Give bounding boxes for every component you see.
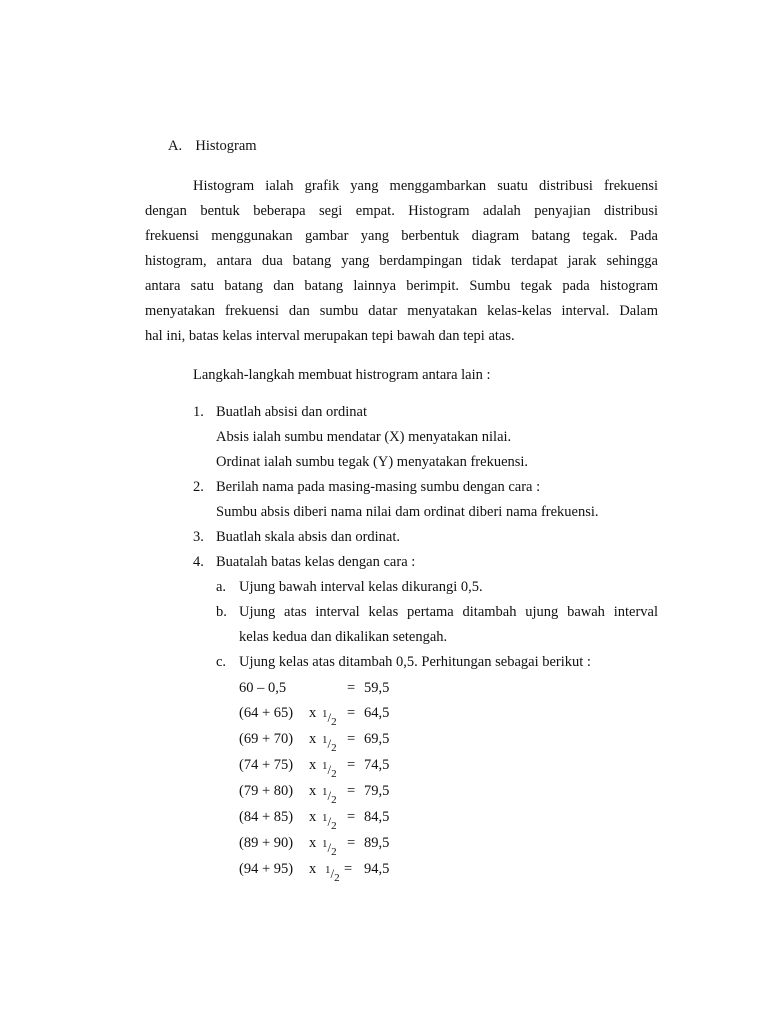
calc-equals: = [347, 809, 356, 825]
calc-times: x [309, 783, 317, 799]
calc-equals: = [347, 783, 356, 799]
calc-expression: (64 + 65) [239, 705, 294, 721]
steps-intro: Langkah-langkah membuat histrogram antara lain : [193, 367, 491, 383]
calc-equals: = [347, 705, 356, 721]
calc-result: 79,5 [364, 783, 390, 799]
calc-times: x [309, 757, 317, 773]
paragraph-line: hal ini, batas kelas interval merupakan tepi bawah dan tepi atas. [145, 328, 515, 344]
calc-half-fraction: $^1/_2$ [322, 734, 337, 754]
step-detail: Ordinat ialah sumbu tegak (Y) menyatakan frekuensi. [216, 454, 529, 470]
paragraph-line: Histogram ialah grafik yang menggambarkan suatu distribusi frekuensi [193, 178, 658, 194]
calc-half-fraction: $^1/_2$ [322, 708, 337, 728]
calc-times: x [309, 705, 317, 721]
step-number: 1. [193, 404, 204, 420]
calc-equals: = [347, 731, 356, 747]
step-number: 3. [193, 529, 204, 545]
calc-result: 69,5 [364, 731, 390, 747]
calc-expression: (94 + 95) [239, 861, 294, 877]
step-number: 4. [193, 554, 204, 570]
calc-expression: (69 + 70) [239, 731, 294, 747]
step-detail: Absis ialah sumbu mendatar (X) menyatakan nilai. [216, 429, 512, 445]
calc-times: x [309, 835, 317, 851]
paragraph-line: menyatakan frekuensi dan sumbu datar menyatakan kelas-kelas interval. Dalam [145, 303, 658, 319]
step-number: 2. [193, 479, 204, 495]
paragraph-line: antara satu batang dan batang lainnya berimpit. Sumbu tegak pada histogram [145, 278, 658, 294]
calc-half-fraction: $^1/_2$ [322, 812, 337, 832]
substep-text: kelas kedua dan dikalikan setengah. [239, 629, 448, 645]
calc-result: 64,5 [364, 705, 390, 721]
calc-half-fraction: $^1/_2$ [322, 838, 337, 858]
step-text: Berilah nama pada masing-masing sumbu dengan cara : [216, 479, 541, 495]
calc-half-fraction: $^1/_2$ [325, 864, 340, 884]
step-text: Buatlah skala absis dan ordinat. [216, 529, 401, 545]
calc-expression: (89 + 90) [239, 835, 294, 851]
section-title: Histogram [195, 138, 257, 154]
paragraph-line: frekuensi menggunakan gambar yang berbentuk diagram batang tegak. Pada [145, 228, 658, 244]
section-heading [168, 137, 257, 155]
calc-half-fraction: $^1/_2$ [322, 760, 337, 780]
substep-letter: b. [216, 604, 227, 620]
substep-letter: c. [216, 654, 227, 670]
calc-result: 94,5 [364, 861, 390, 877]
calc-expression: (74 + 75) [239, 757, 294, 773]
calc-result: 84,5 [364, 809, 390, 825]
calc-equals: = [347, 680, 356, 696]
calc-result: 59,5 [364, 680, 390, 696]
section-marker: A. [168, 138, 183, 154]
paragraph-line: histogram, antara dua batang yang berdampingan tidak terdapat jarak sehingga [145, 253, 658, 269]
calc-expression: 60 – 0,5 [239, 680, 287, 696]
substep-text: Ujung kelas atas ditambah 0,5. Perhitungan sebagai berikut : [239, 654, 591, 670]
calc-times: x [309, 809, 317, 825]
calc-equals: = [347, 757, 356, 773]
calc-half-fraction: $^1/_2$ [322, 786, 337, 806]
substep-letter: a. [216, 579, 227, 595]
substep-text: Ujung atas interval kelas pertama ditambah ujung bawah interval [239, 604, 658, 620]
calc-expression: (79 + 80) [239, 783, 294, 799]
calc-expression: (84 + 85) [239, 809, 294, 825]
calc-result: 74,5 [364, 757, 390, 773]
calc-equals: = [344, 861, 353, 877]
calc-times: x [309, 861, 317, 877]
step-text: Buatalah batas kelas dengan cara : [216, 554, 416, 570]
calc-equals: = [347, 835, 356, 851]
paragraph-line: dengan bentuk beberapa segi empat. Histogram adalah penyajian distribusi [145, 203, 658, 219]
calc-times: x [309, 731, 317, 747]
step-text: Buatlah absisi dan ordinat [216, 404, 368, 420]
step-detail: Sumbu absis diberi nama nilai dam ordinat diberi nama frekuensi. [216, 504, 599, 520]
calc-result: 89,5 [364, 835, 390, 851]
substep-text: Ujung bawah interval kelas dikurangi 0,5. [239, 579, 483, 595]
